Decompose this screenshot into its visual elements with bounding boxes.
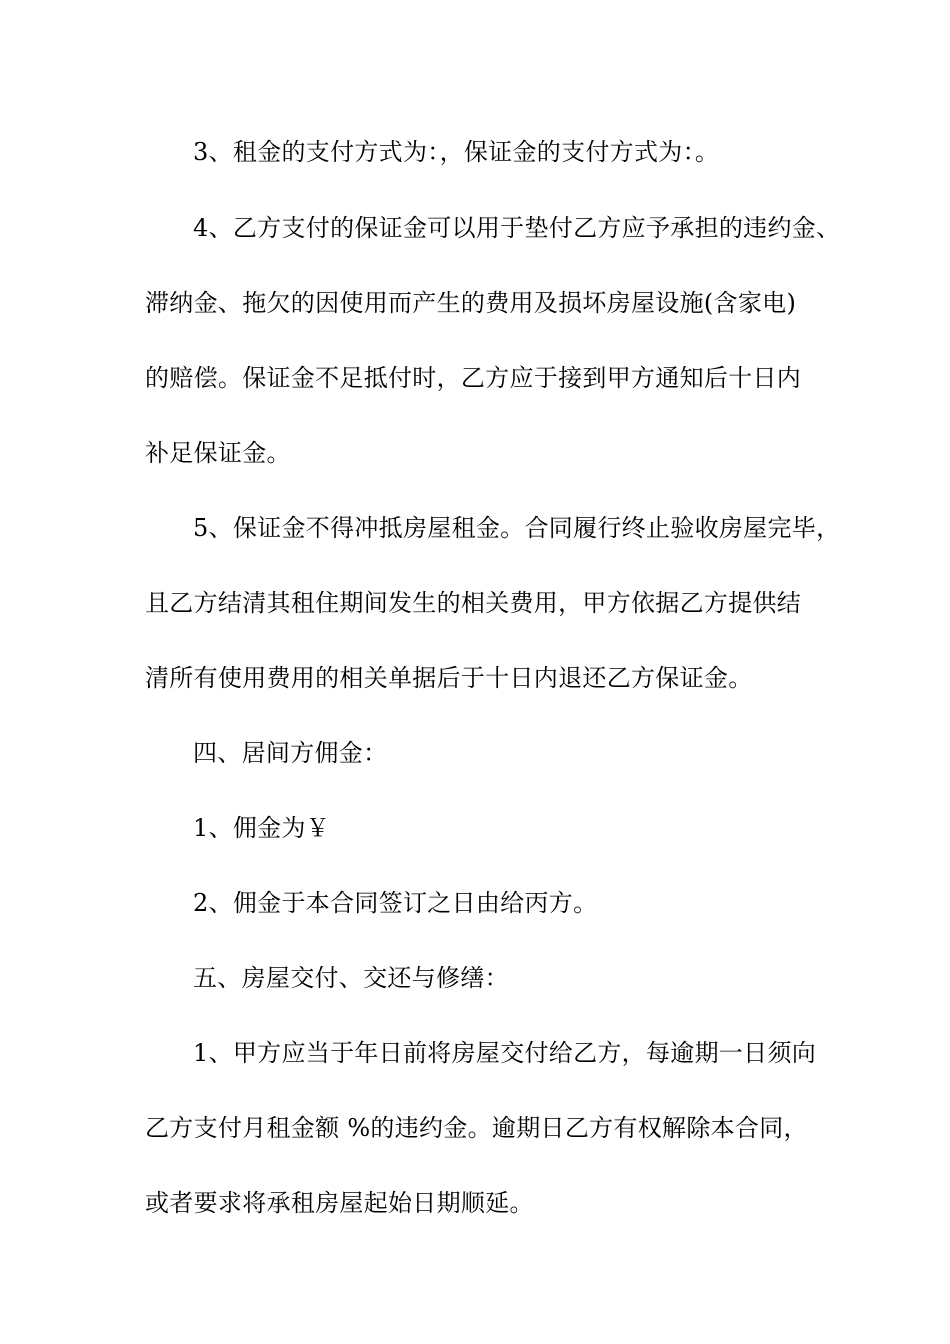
section-heading-delivery: 五、房屋交付、交还与修缮： <box>193 964 509 992</box>
paragraph-deposit-usage-line-4: 补足保证金。 <box>145 439 291 467</box>
paragraph-delivery-line-1: 1、甲方应当于年日前将房屋交付给乙方，每逾期一日须向 <box>193 1039 817 1067</box>
paragraph-delivery-line-3: 或者要求将承租房屋起始日期顺延。 <box>145 1189 534 1217</box>
paragraph-rent-payment-method: 3、租金的支付方式为：，保证金的支付方式为：。 <box>193 138 720 166</box>
paragraph-deposit-refund-line-3: 清所有使用费用的相关单据后于十日内退还乙方保证金。 <box>145 664 753 692</box>
paragraph-deposit-usage-line-1: 4、乙方支付的保证金可以用于垫付乙方应予承担的违约金、 <box>193 214 841 242</box>
paragraph-deposit-usage-line-3: 的赔偿。保证金不足抵付时，乙方应于接到甲方通知后十日内 <box>145 364 802 392</box>
paragraph-commission-payment: 2、佣金于本合同签订之日由给丙方。 <box>193 889 598 917</box>
paragraph-deposit-usage-line-2: 滞纳金、拖欠的因使用而产生的费用及损坏房屋设施(含家电) <box>145 289 797 317</box>
paragraph-delivery-line-2: 乙方支付月租金额 %的违约金。逾期日乙方有权解除本合同， <box>145 1114 808 1142</box>
paragraph-deposit-refund-line-1: 5、保证金不得冲抵房屋租金。合同履行终止验收房屋完毕， <box>193 514 841 542</box>
section-heading-commission: 四、居间方佣金： <box>193 739 388 767</box>
paragraph-deposit-refund-line-2: 且乙方结清其租住期间发生的相关费用，甲方依据乙方提供结 <box>145 589 802 617</box>
paragraph-commission-amount: 1、佣金为￥ <box>193 814 331 842</box>
